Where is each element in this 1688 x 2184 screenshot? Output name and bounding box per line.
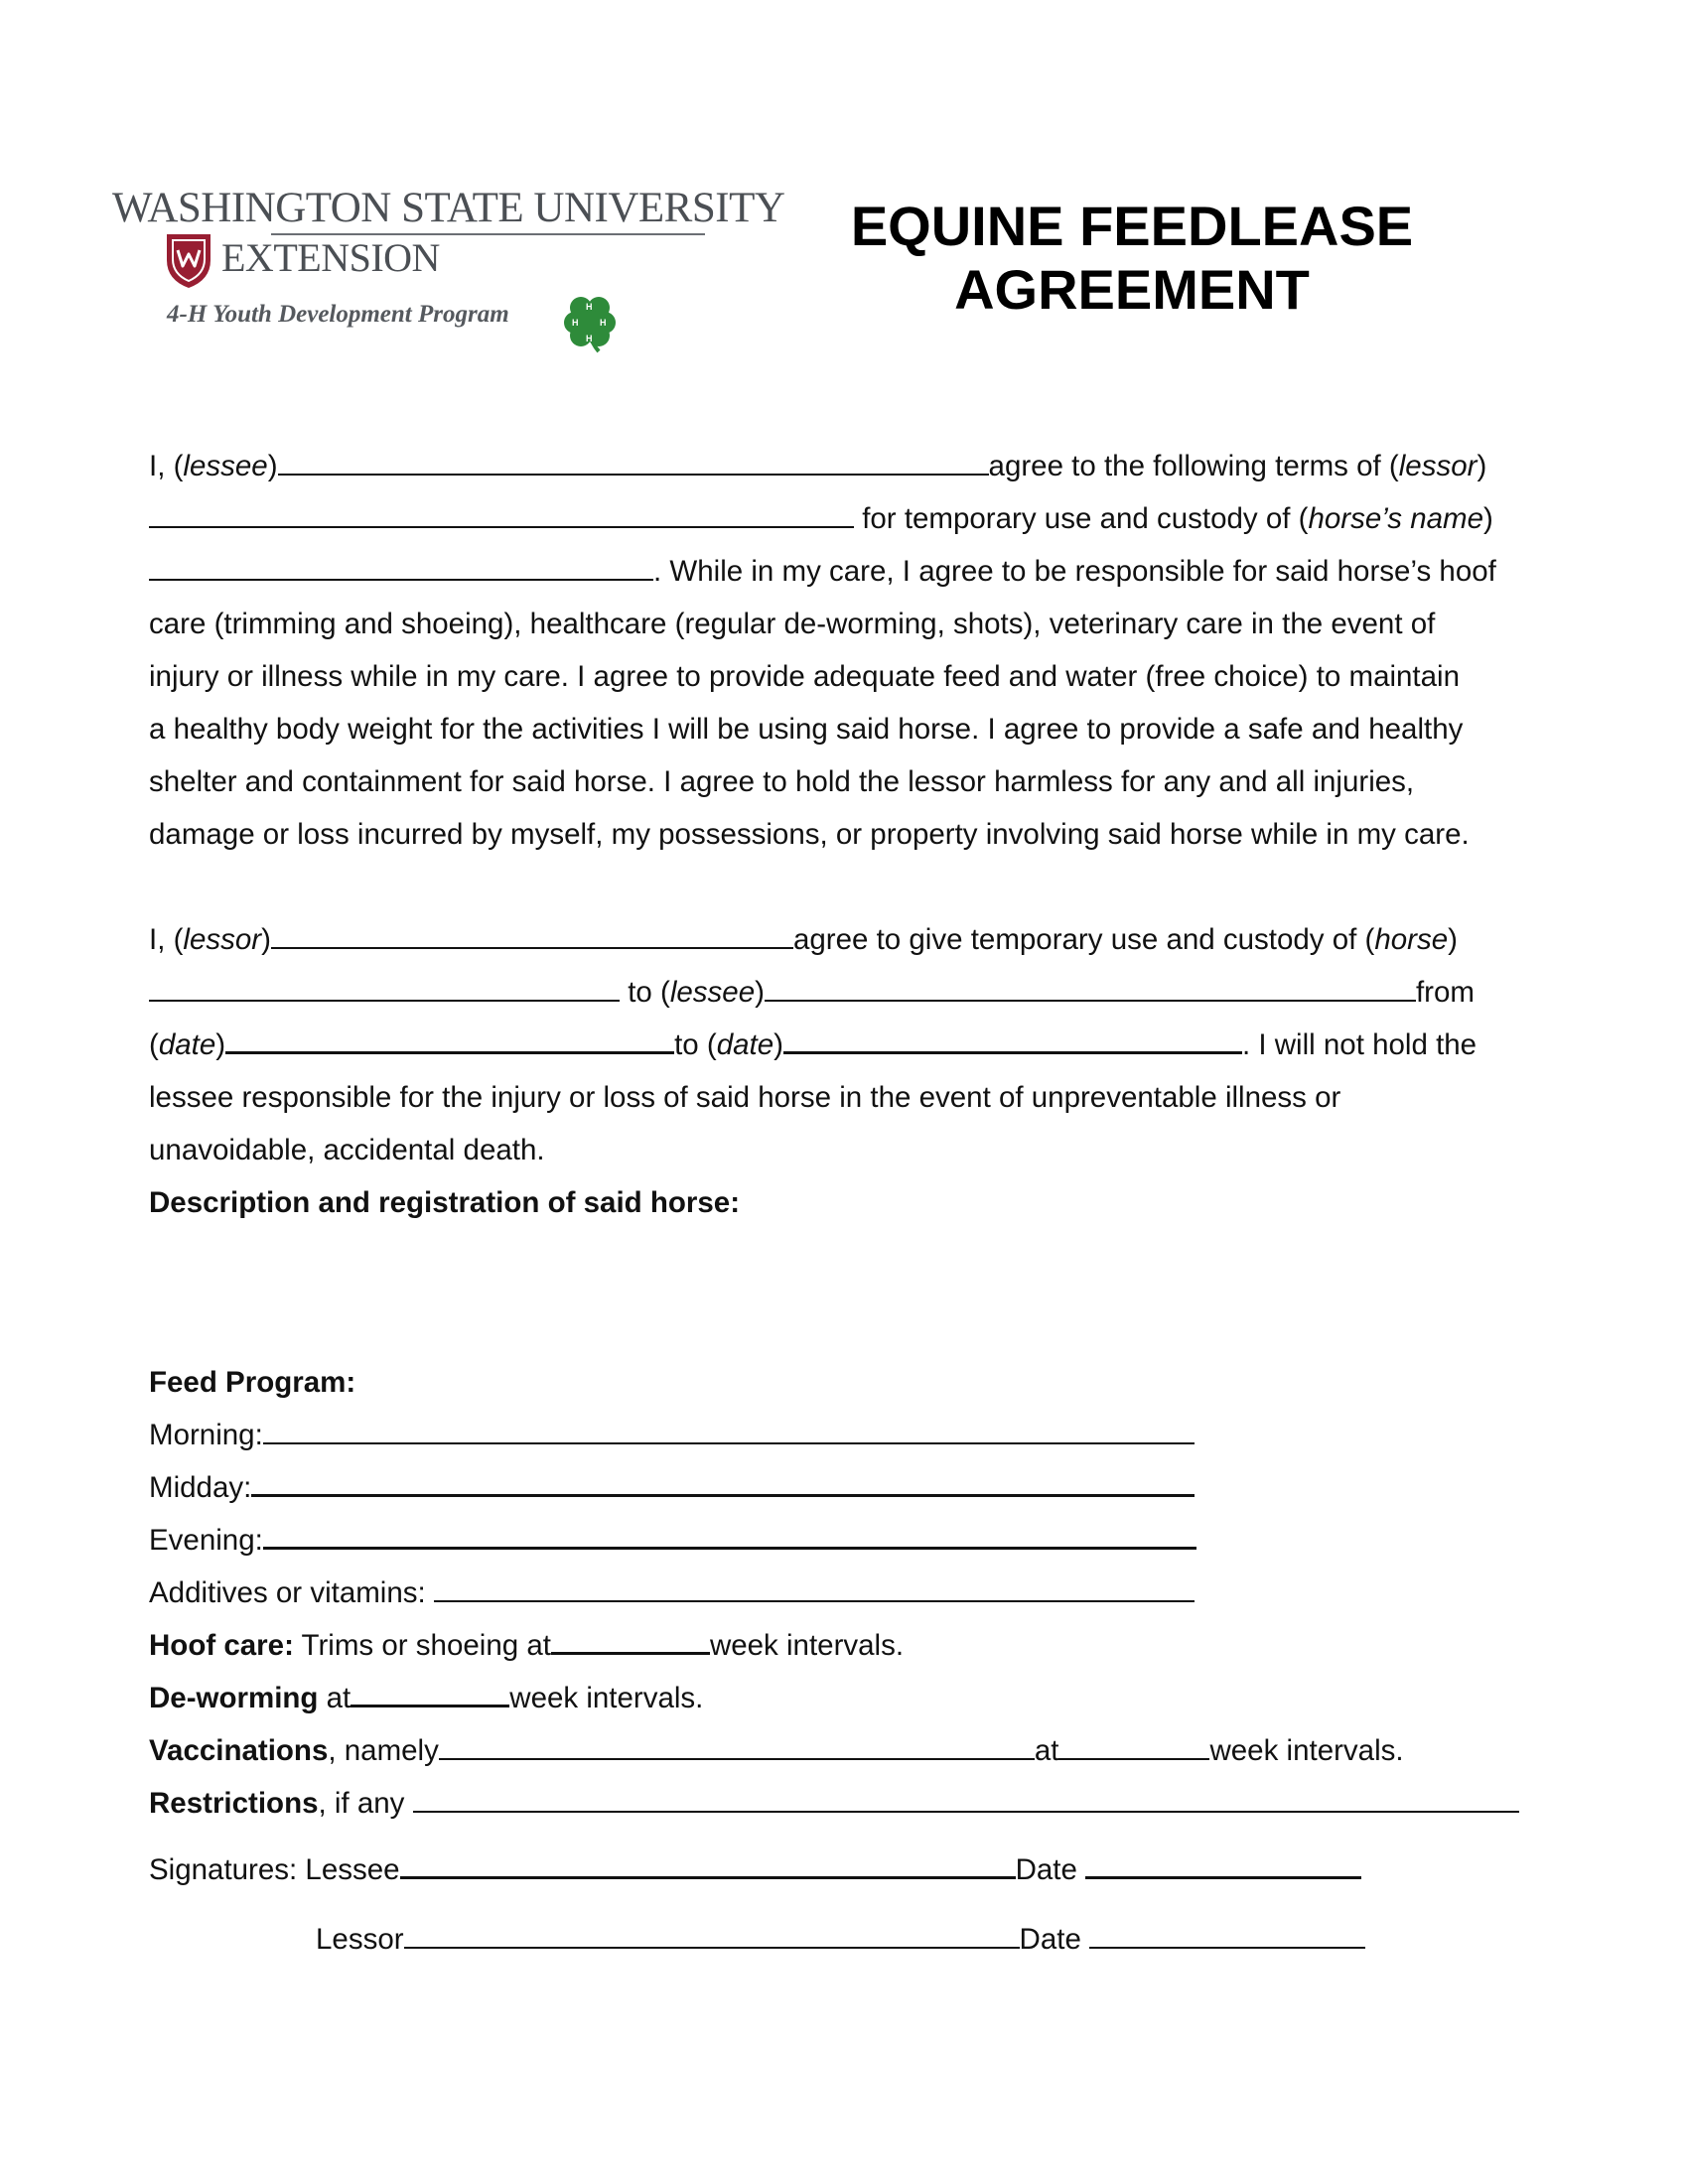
text: to ( — [620, 976, 670, 1009]
description-heading — [149, 1176, 1539, 1229]
lessee-line-6: a healthy body weight for the activities I will be using said horse. I agree to provide a safe and healthy — [149, 713, 1464, 746]
text: ) — [267, 450, 278, 482]
lessee-line-7: shelter and containment for said horse. I agree to hold the lessor harmless for any and all injuries, — [149, 765, 1415, 798]
evening-label: Evening: — [149, 1524, 263, 1557]
text-italic: lessor — [183, 923, 262, 956]
lessor-line-2 — [149, 966, 1539, 1019]
text: for temporary use and custody of ( — [854, 502, 1309, 535]
paragraph-gap — [149, 861, 1539, 913]
4h-clover-icon — [559, 292, 621, 353]
title-line-1: EQUINE FEEDLEASE — [850, 195, 1414, 257]
logo-program-label: 4-H Youth Development Program — [167, 301, 509, 328]
text: ) — [215, 1028, 226, 1061]
text: agree to give temporary use and custody of ( — [792, 923, 1375, 956]
deworming-interval-field[interactable] — [351, 1679, 509, 1707]
vaccinations-row — [149, 1724, 1539, 1777]
text: week intervals. — [509, 1682, 704, 1714]
lessor-line-5: unavoidable, accidental death. — [149, 1134, 545, 1166]
text: , namely — [328, 1734, 439, 1767]
evening-field[interactable] — [263, 1521, 1196, 1550]
logo-extension-label: EXTENSION — [221, 235, 440, 280]
morning-label: Morning: — [149, 1419, 263, 1451]
text-italic: lessor — [1398, 450, 1477, 482]
lessee-name-field[interactable] — [278, 448, 989, 476]
hoof-care-label: Hoof care: — [149, 1629, 294, 1662]
lessee-line-3 — [149, 545, 1539, 598]
lessor-line-4: lessee responsible for the injury or loss of said horse in the event of unpreventable illness or — [149, 1081, 1341, 1114]
date-label: Date — [1015, 1853, 1086, 1886]
svg-text:H: H — [586, 334, 593, 343]
text-italic: lessee — [183, 450, 268, 482]
deworming-label: De-worming — [149, 1682, 319, 1714]
text-italic: date — [158, 1028, 216, 1061]
lessor-name-field-2[interactable] — [271, 921, 793, 949]
wsu-shield-icon — [164, 230, 213, 290]
lessor-paragraph — [149, 913, 1539, 1176]
text: ) — [1477, 450, 1487, 482]
text-italic: date — [716, 1028, 774, 1061]
text: I, ( — [149, 923, 184, 956]
text: week intervals. — [1209, 1734, 1404, 1767]
text: at — [1034, 1734, 1059, 1767]
restrictions-field[interactable] — [413, 1785, 1519, 1813]
additives-row — [149, 1567, 1539, 1619]
lessee-line-8: damage or loss incurred by myself, my possessions, or property involving said horse while in my care. — [149, 818, 1470, 851]
horse-name-field[interactable] — [149, 553, 653, 581]
hoof-care-row — [149, 1619, 1539, 1672]
text: ) — [755, 976, 765, 1009]
text-bold: Feed Program: — [149, 1366, 356, 1399]
lessee-line-4: care (trimming and shoeing), healthcare (regular de-worming, shots), veterinary care in the event of — [149, 608, 1436, 640]
text: ) — [1448, 923, 1458, 956]
date-label: Date — [1019, 1923, 1090, 1956]
midday-field[interactable] — [251, 1468, 1195, 1497]
lessee-signature-field[interactable] — [400, 1850, 1016, 1879]
text: . While in my care, I agree to be responsible for said horse’s hoof — [653, 555, 1496, 588]
text: ) — [261, 923, 271, 956]
restrictions-label: Restrictions — [149, 1787, 319, 1820]
signatures-label: Signatures: Lessee — [149, 1853, 400, 1886]
lessee-date-field[interactable] — [1085, 1850, 1361, 1879]
description-area[interactable] — [149, 1229, 1539, 1356]
text-italic: horse — [1374, 923, 1449, 956]
lessor-date-field[interactable] — [1089, 1921, 1365, 1949]
start-date-field[interactable] — [225, 1025, 674, 1054]
text: week intervals. — [709, 1629, 905, 1662]
lessee-line-2 — [149, 492, 1539, 545]
text: to ( — [674, 1028, 717, 1061]
vaccinations-label: Vaccinations — [149, 1734, 329, 1767]
horse-field-2[interactable] — [149, 974, 620, 1002]
svg-text:H: H — [586, 302, 593, 312]
text-italic: lessee — [669, 976, 756, 1009]
morning-row — [149, 1409, 1539, 1461]
vaccinations-field[interactable] — [439, 1732, 1035, 1760]
logo-university-name: WASHINGTON STATE UNIVERSITY — [112, 185, 785, 231]
deworming-row — [149, 1672, 1539, 1724]
text: from — [1415, 976, 1475, 1009]
vaccination-interval-field[interactable] — [1058, 1732, 1209, 1760]
text: I, ( — [149, 450, 184, 482]
lessor-signature-row — [149, 1905, 1539, 1975]
midday-label: Midday: — [149, 1471, 252, 1504]
end-date-field[interactable] — [783, 1025, 1242, 1054]
wsu-extension-logo — [112, 185, 785, 353]
document-title — [774, 195, 1489, 322]
hoof-interval-field[interactable] — [551, 1626, 710, 1655]
lessor-signature-field[interactable] — [404, 1921, 1020, 1949]
text: agree to the following terms of ( — [988, 450, 1399, 482]
lessor-line-3 — [149, 1019, 1539, 1071]
additives-label: Additives or vitamins: — [149, 1576, 434, 1609]
text: , if any — [318, 1787, 413, 1820]
agreement-body — [149, 440, 1539, 1975]
svg-text:H: H — [572, 318, 579, 328]
additives-field[interactable] — [434, 1574, 1195, 1602]
text: ) — [774, 1028, 783, 1061]
lessee-name-field-2[interactable] — [765, 974, 1416, 1002]
lessee-line-1 — [149, 440, 1539, 492]
lessor-name-field[interactable] — [149, 500, 854, 528]
lessee-signature-row — [149, 1836, 1539, 1905]
text-italic: horse’s name — [1308, 502, 1484, 535]
title-line-2: AGREEMENT — [954, 258, 1310, 321]
text: . I will not hold the — [1241, 1028, 1477, 1061]
restrictions-row — [149, 1777, 1539, 1830]
morning-field[interactable] — [263, 1417, 1195, 1444]
svg-text:H: H — [600, 318, 607, 328]
lessee-line-5: injury or illness while in my care. I agree to provide adequate feed and water (free choice) to maintain — [149, 660, 1460, 693]
evening-row — [149, 1514, 1539, 1567]
text: ( — [149, 1028, 159, 1061]
text: Trims or shoeing at — [293, 1629, 551, 1662]
text: ) — [1483, 502, 1493, 535]
text-bold: Description and registration of said horse: — [149, 1186, 741, 1219]
text: at — [318, 1682, 352, 1714]
midday-row — [149, 1461, 1539, 1514]
lessee-paragraph — [149, 440, 1539, 861]
lessor-label: Lessor — [316, 1923, 404, 1956]
lessor-line-1 — [149, 913, 1539, 966]
feed-program-heading — [149, 1356, 1539, 1409]
